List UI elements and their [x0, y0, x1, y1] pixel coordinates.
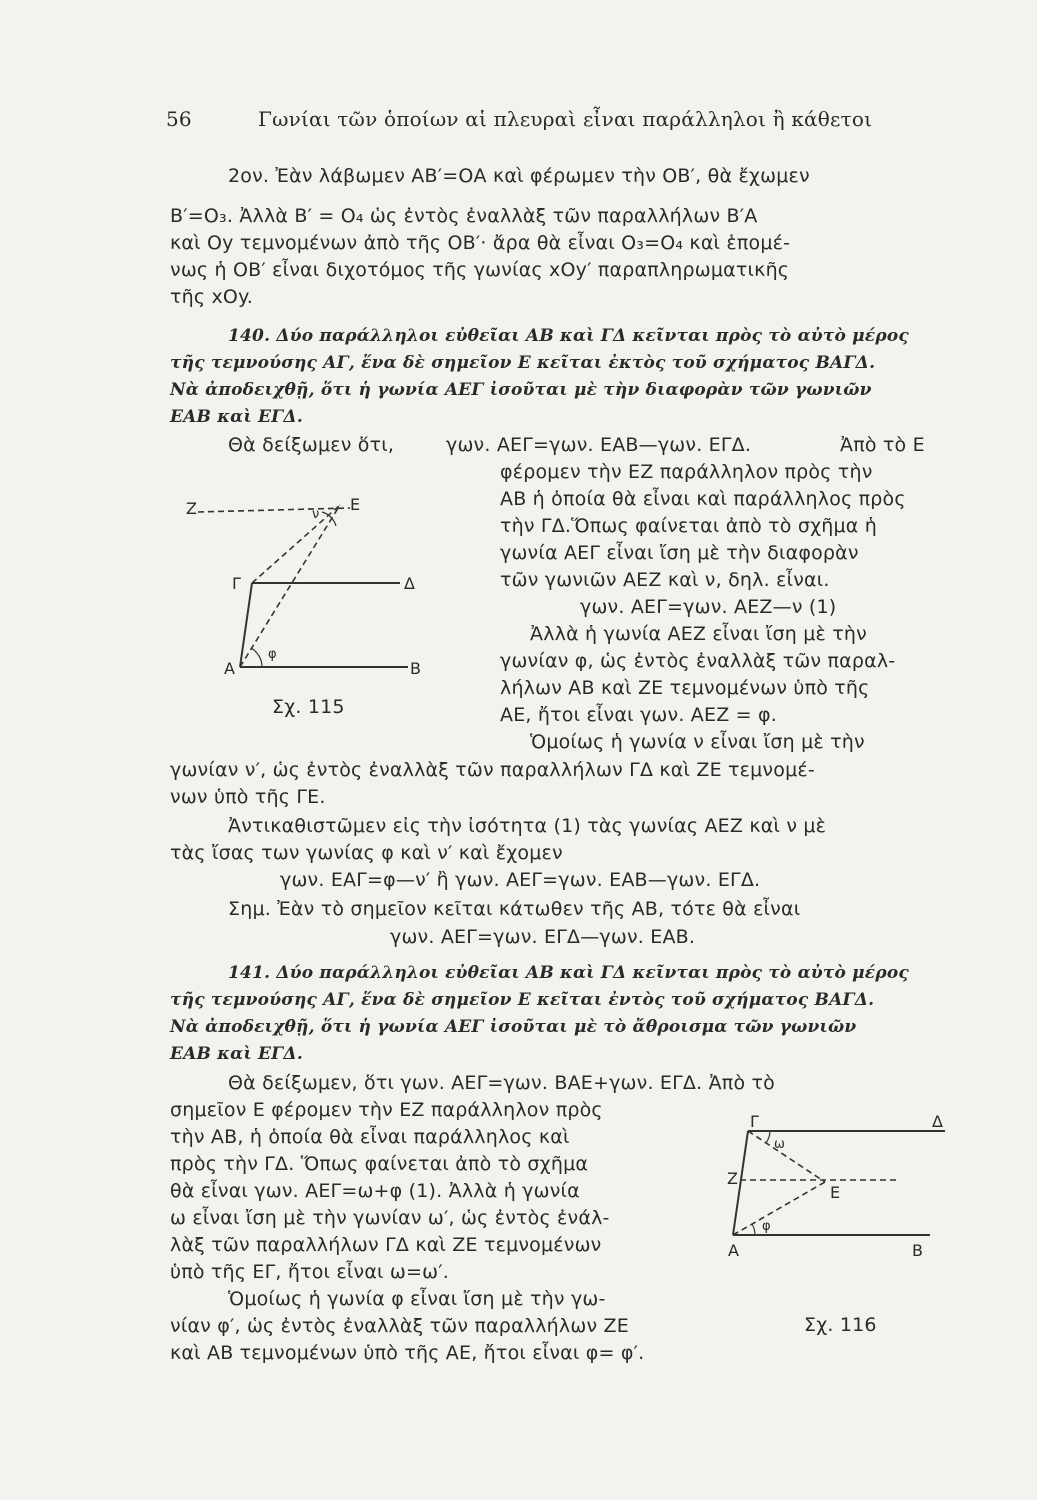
label-B: Β: [410, 659, 421, 678]
figure-115-caption: Σχ. 115: [272, 696, 345, 718]
proof-line: τῶν γωνιῶν ΑΕΖ καὶ ν, δηλ. εἶναι.: [500, 569, 830, 591]
theorem-140-line: ΕΑΒ καὶ ΕΓΔ.: [170, 407, 303, 427]
proof-line: Ὁμοίως ἡ γωνία φ εἶναι ἴση μὲ τὴν γω-: [228, 1288, 606, 1310]
proof-line: τὴν ΓΔ.Ὅπως φαίνεται ἀπὸ τὸ σχῆμα ἡ: [500, 515, 878, 537]
theorem-141-line: Νὰ ἀποδειχθῇ, ὅτι ἡ γωνία ΑΕΓ ἰσοῦται μὲ τὸ ἄθροισμα τῶν γωνιῶν: [170, 1017, 857, 1037]
proof-line: γων. ΑΕΓ=γων. ΑΕΖ—ν (1): [580, 596, 837, 618]
theorem-141-line: τῆς τεμνούσης ΑΓ, ἕνα δὲ σημεῖον Ε κεῖται ἐντὸς τοῦ σχήματος ΒΑΓΔ.: [170, 990, 875, 1010]
label-D: Δ: [932, 1112, 943, 1131]
proof-line: τὴν ΑΒ, ἡ ὁποία θὰ εἶναι παράλληλος καὶ: [170, 1126, 570, 1148]
angle-arc-omega: [766, 1131, 770, 1143]
line-GE: [748, 1131, 825, 1182]
label-nu: ν: [312, 507, 320, 522]
label-Z: Ζ: [727, 1169, 738, 1188]
proof-line: νων ὑπὸ τῆς ΓΕ.: [170, 786, 326, 808]
text-line: Β′=Ο₃. Ἀλλὰ B′ = Ο₄ ὡς ἐντὸς ἐναλλὰξ τῶν παραλλήλων Β′Α: [170, 205, 758, 227]
figure-116-caption: Σχ. 116: [804, 1314, 877, 1336]
label-G: Γ: [232, 574, 241, 593]
proof-line: Ἀλλὰ ἡ γωνία ΑΕΖ εἶναι ἴση μὲ τὴν: [530, 623, 867, 645]
text-line: τῆς xOy.: [170, 286, 254, 308]
note-line: Σημ. Ἐὰν τὸ σημεῖον κεῖται κάτωθεν τῆς ΑΒ, τότε θὰ εἶναι: [228, 898, 801, 920]
text-line: καὶ Οy τεμνομένων ἀπὸ τῆς ΟΒ′· ἄρα θὰ εἶναι Ο₃=Ο₄ καὶ ἑπομέ-: [170, 232, 791, 254]
text-line: νως ἡ ΟΒ′ εἶναι διχοτόμος τῆς γωνίας xOy′ παραπληρωματικῆς: [170, 259, 790, 281]
theorem-140-line: Νὰ ἀποδειχθῇ, ὅτι ἡ γωνία ΑΕΓ ἰσοῦται μὲ τὴν διαφορὰν τῶν γωνιῶν: [170, 380, 872, 400]
proof-line: λὰξ τῶν παραλλήλων ΓΔ καὶ ΖΕ τεμνομένων: [170, 1234, 602, 1256]
label-phi: φ: [268, 647, 277, 662]
page-number: 56: [166, 107, 192, 131]
proof-intro: Θὰ δείξωμεν ὅτι,: [228, 434, 395, 456]
proof-cont: Ἀπὸ τὸ Ε: [840, 434, 925, 456]
label-Z: Ζ: [186, 499, 197, 518]
proof-line: φέρομεν τὴν ΕΖ παράλληλον πρὸς τὴν: [500, 461, 873, 483]
label-B: Β: [912, 1241, 923, 1260]
proof-line: θὰ εἶναι γων. ΑΕΓ=ω+φ (1). Ἀλλὰ ἡ γωνία: [170, 1180, 580, 1202]
proof-line: Ἀντικαθιστῶμεν εἰς τὴν ἰσότητα (1) τὰς γωνίας ΑΕΖ καὶ ν μὲ: [228, 815, 827, 837]
line-AE: [733, 1182, 825, 1235]
proof-line: ω εἶναι ἴση μὲ τὴν γωνίαν ω′, ὡς ἐντὸς ἐνάλ-: [170, 1207, 610, 1229]
proof-line: ΑΒ ἡ ὁποία θὰ εἶναι καὶ παράλληλος πρὸς: [500, 488, 906, 510]
proof-line: καὶ ΑΒ τεμνομένων ὑπὸ τῆς ΑΕ, ἤτοι εἶναι φ= φ′.: [170, 1342, 645, 1364]
proof-line: Ὁμοίως ἡ γωνία ν εἶναι ἴση μὲ τὴν: [530, 731, 865, 753]
theorem-140-line: τῆς τεμνούσης ΑΓ, ἕνα δὲ σημεῖον Ε κεῖται ἐκτὸς τοῦ σχήματος ΒΑΓΔ.: [170, 353, 876, 373]
proof-formula: γων. ΑΕΓ=γων. ΕΑΒ—γων. ΕΓΔ.: [446, 434, 752, 456]
proof-line: σημεῖον Ε φέρομεν τὴν ΕΖ παράλληλον πρὸς: [170, 1099, 603, 1121]
proof-line: γωνίαν ν′, ὡς ἐντὸς ἐναλλὰξ τῶν παραλλήλων ΓΔ καὶ ΖΕ τεμνομέ-: [170, 759, 815, 781]
proof-line: γωνίαν φ, ὡς ἐντὸς ἐναλλὰξ τῶν παραλ-: [500, 650, 896, 672]
theorem-141-line: ΕΑΒ καὶ ΕΓΔ.: [170, 1044, 303, 1064]
label-D: Δ: [404, 574, 415, 593]
proof-line: νίαν φ′, ὡς ἐντὸς ἐναλλὰξ τῶν παραλλήλων ΖΕ: [170, 1315, 629, 1337]
text-line: 2ον. Ἐὰν λάβωμεν ΑΒ′=ΟΑ καὶ φέρωμεν τὴν ΟΒ′, θὰ ἔχωμεν: [228, 165, 810, 187]
theorem-141-line: 141. Δύο παράλληλοι εὐθεῖαι ΑΒ καὶ ΓΔ κεῖνται πρὸς τὸ αὐτὸ μέρος: [228, 963, 909, 983]
label-phi: φ: [762, 1219, 771, 1234]
proof-line: ὑπὸ τῆς ΕΓ, ἤτοι εἶναι ω=ω′.: [170, 1261, 450, 1283]
label-E: Ε: [350, 495, 361, 514]
note-line: γων. ΑΕΓ=γων. ΕΓΔ—γων. ΕΑΒ.: [390, 926, 696, 948]
label-A: Α: [728, 1241, 739, 1260]
angle-arc-phi: [752, 1224, 755, 1235]
proof-line: λήλων ΑΒ καὶ ΖΕ τεμνομένων ὑπὸ τῆς: [500, 677, 870, 699]
label-G: Γ: [750, 1112, 759, 1131]
theorem-140-line: 140. Δύο παράλληλοι εὐθεῖαι ΑΒ καὶ ΓΔ κεῖνται πρὸς τὸ αὐτὸ μέρος: [228, 326, 909, 346]
running-title: Γωνίαι τῶν ὁποίων αἱ πλευραὶ εἶναι παράλληλοι ἢ κάθετοι: [258, 107, 873, 131]
proof-line: πρὸς τὴν ΓΔ. Ὅπως φαίνεται ἀπὸ τὸ σχῆμα: [170, 1153, 589, 1175]
label-omega: ω: [774, 1137, 785, 1152]
proof-line: γωνία ΑΕΓ εἶναι ἴση μὲ τὴν διαφορὰν: [500, 542, 859, 564]
proof-line: γων. ΕΑΓ=φ—ν′ ἢ γων. ΑΕΓ=γων. ΕΑΒ—γων. ΕΓΔ.: [280, 869, 761, 891]
proof-first-line: Θὰ δείξωμεν, ὅτι γων. ΑΕΓ=γων. ΒΑΕ+γων. ΕΓΔ. Ἀπὸ τὸ: [228, 1072, 775, 1094]
proof-line: τὰς ἴσας των γωνίας φ καὶ ν′ καὶ ἔχομεν: [170, 842, 563, 864]
label-E: Ε: [830, 1183, 841, 1202]
proof-line: ΑΕ, ἤτοι εἶναι γων. ΑΕΖ = φ.: [500, 704, 777, 726]
label-A: Α: [224, 659, 235, 678]
